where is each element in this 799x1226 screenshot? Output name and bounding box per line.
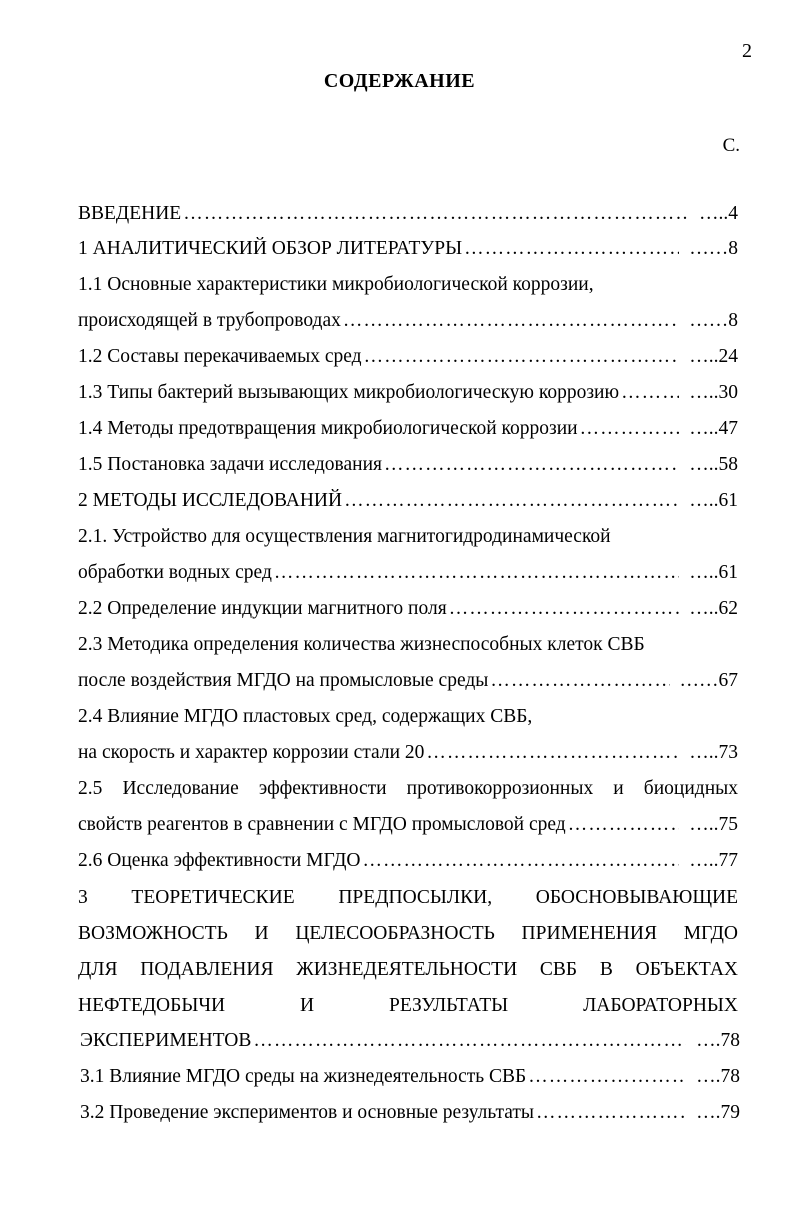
toc-entry: 2.4 Влияние МГДО пластовых сред, содержащих СВБ, — [78, 706, 533, 727]
toc-entry-text: 1 АНАЛИТИЧЕСКИЙ ОБЗОР ЛИТЕРАТУРЫ — [78, 238, 463, 259]
toc-entry — [78, 595, 738, 623]
toc-entry-page: ……67 — [679, 670, 738, 691]
toc-entry-text: 1.5 Постановка задачи исследования — [78, 454, 383, 475]
toc-leader-dots — [362, 847, 679, 875]
toc-entry-text: свойств реагентов в сравнении с МГДО промысловой сред — [78, 814, 566, 835]
toc-entry-text: 1.4 Методы предотвращения микробиологической коррозии — [78, 418, 578, 439]
toc-entry-page: ……8 — [689, 238, 738, 259]
toc-entry-page: …..73 — [689, 742, 738, 763]
toc-leader-dots — [536, 1099, 686, 1127]
toc-entry: 1.1 Основные характеристики микробиологической коррозии, — [78, 274, 594, 295]
toc-leader-dots — [464, 235, 679, 263]
toc-entry-text: 1.3 Типы бактерий вызывающих микробиологическую коррозию — [78, 382, 620, 403]
toc-entry — [78, 811, 738, 839]
toc-leader-dots — [580, 415, 680, 443]
toc-leader-dots — [343, 307, 679, 335]
toc-leader-dots — [344, 487, 679, 515]
toc-entry — [78, 739, 738, 767]
toc-entry-text: ЭКСПЕРИМЕНТОВ — [80, 1030, 252, 1051]
toc-entry-text: 3.2 Проведение экспериментов и основные результаты — [80, 1102, 535, 1123]
toc-entry-page: ….79 — [696, 1102, 740, 1123]
toc-entry-page: …..30 — [689, 382, 738, 403]
toc-leader-dots — [253, 1027, 686, 1055]
page-title: СОДЕРЖАНИЕ — [323, 70, 476, 92]
toc-leader-dots — [384, 451, 679, 479]
toc-entry-text: ВВЕДЕНИЕ — [78, 203, 182, 224]
toc-entry: 2.1. Устройство для осуществления магнитогидродинамической — [78, 526, 611, 547]
toc-entry-page: …..77 — [689, 850, 738, 871]
toc-entry: 3 ТЕОРЕТИЧЕСКИЕ ПРЕДПОСЫЛКИ, ОБОСНОВЫВАЮЩИЕ — [78, 887, 738, 908]
toc-entry-page: …..24 — [689, 346, 738, 367]
toc-entry — [80, 1027, 740, 1055]
toc-entry-text: 2.6 Оценка эффективности МГДО — [78, 850, 361, 871]
toc-entry — [78, 487, 738, 515]
toc-entry — [78, 559, 738, 587]
toc-leader-dots — [274, 559, 679, 587]
toc-leader-dots — [183, 200, 689, 228]
toc-entry-text: на скорость и характер коррозии стали 20 — [78, 742, 425, 763]
page-column-label: С. — [722, 135, 740, 156]
toc-entry — [78, 847, 738, 875]
toc-leader-dots — [449, 595, 680, 623]
toc-entry-text: происходящей в трубопроводах — [78, 310, 341, 331]
toc-entry-page: ……8 — [689, 310, 738, 331]
toc-entry — [80, 1063, 740, 1091]
toc-entry-text: после воздействия МГДО на промысловые среды — [78, 670, 489, 691]
toc-entry-text: обработки водных сред — [78, 562, 272, 583]
toc-entry-text: 2.2 Определение индукции магнитного поля — [78, 598, 447, 619]
toc-entry — [78, 379, 738, 407]
toc-entry — [78, 200, 738, 228]
toc-leader-dots — [490, 667, 669, 695]
toc-leader-dots — [426, 739, 679, 767]
toc-entry-page: …..4 — [699, 203, 738, 224]
toc-entry — [78, 235, 738, 263]
toc-entry-text: 1.2 Составы перекачиваемых сред — [78, 346, 362, 367]
toc-entry-page: …..62 — [689, 598, 738, 619]
toc-entry-text: 3.1 Влияние МГДО среды на жизнедеятельность СВБ — [80, 1066, 527, 1087]
toc-entry — [80, 1099, 740, 1127]
page-number: 2 — [742, 40, 752, 62]
toc-entry-page: ….78 — [696, 1066, 740, 1087]
toc-entry — [78, 307, 738, 335]
toc-entry-page: …..47 — [689, 418, 738, 439]
toc-entry: 2.3 Методика определения количества жизнеспособных клеток СВБ — [78, 634, 645, 655]
toc-leader-dots — [364, 343, 680, 371]
toc-entry: 2.5 Исследование эффективности противокоррозионных и биоцидных — [78, 778, 738, 799]
toc-entry — [78, 415, 738, 443]
toc-leader-dots — [621, 379, 679, 407]
toc-entry: ДЛЯ ПОДАВЛЕНИЯ ЖИЗНЕДЕЯТЕЛЬНОСТИ СВБ В ОБЪЕКТАХ — [78, 959, 738, 980]
toc-entry — [78, 343, 738, 371]
toc-entry: НЕФТЕДОБЫЧИ И РЕЗУЛЬТАТЫ ЛАБОРАТОРНЫХ — [78, 995, 738, 1016]
toc-entry: ВОЗМОЖНОСТЬ И ЦЕЛЕСООБРАЗНОСТЬ ПРИМЕНЕНИЯ МГДО — [78, 923, 738, 944]
toc-entry-page: …..61 — [689, 490, 738, 511]
toc-entry-text: 2 МЕТОДЫ ИССЛЕДОВАНИЙ — [78, 490, 343, 511]
toc-entry-page: …..75 — [689, 814, 738, 835]
toc-entry — [78, 451, 738, 479]
toc-entry — [78, 667, 738, 695]
toc-leader-dots — [568, 811, 680, 839]
toc-entry-page: ….78 — [696, 1030, 740, 1051]
toc-entry-page: …..58 — [689, 454, 738, 475]
toc-leader-dots — [528, 1063, 686, 1091]
toc-entry-page: …..61 — [689, 562, 738, 583]
